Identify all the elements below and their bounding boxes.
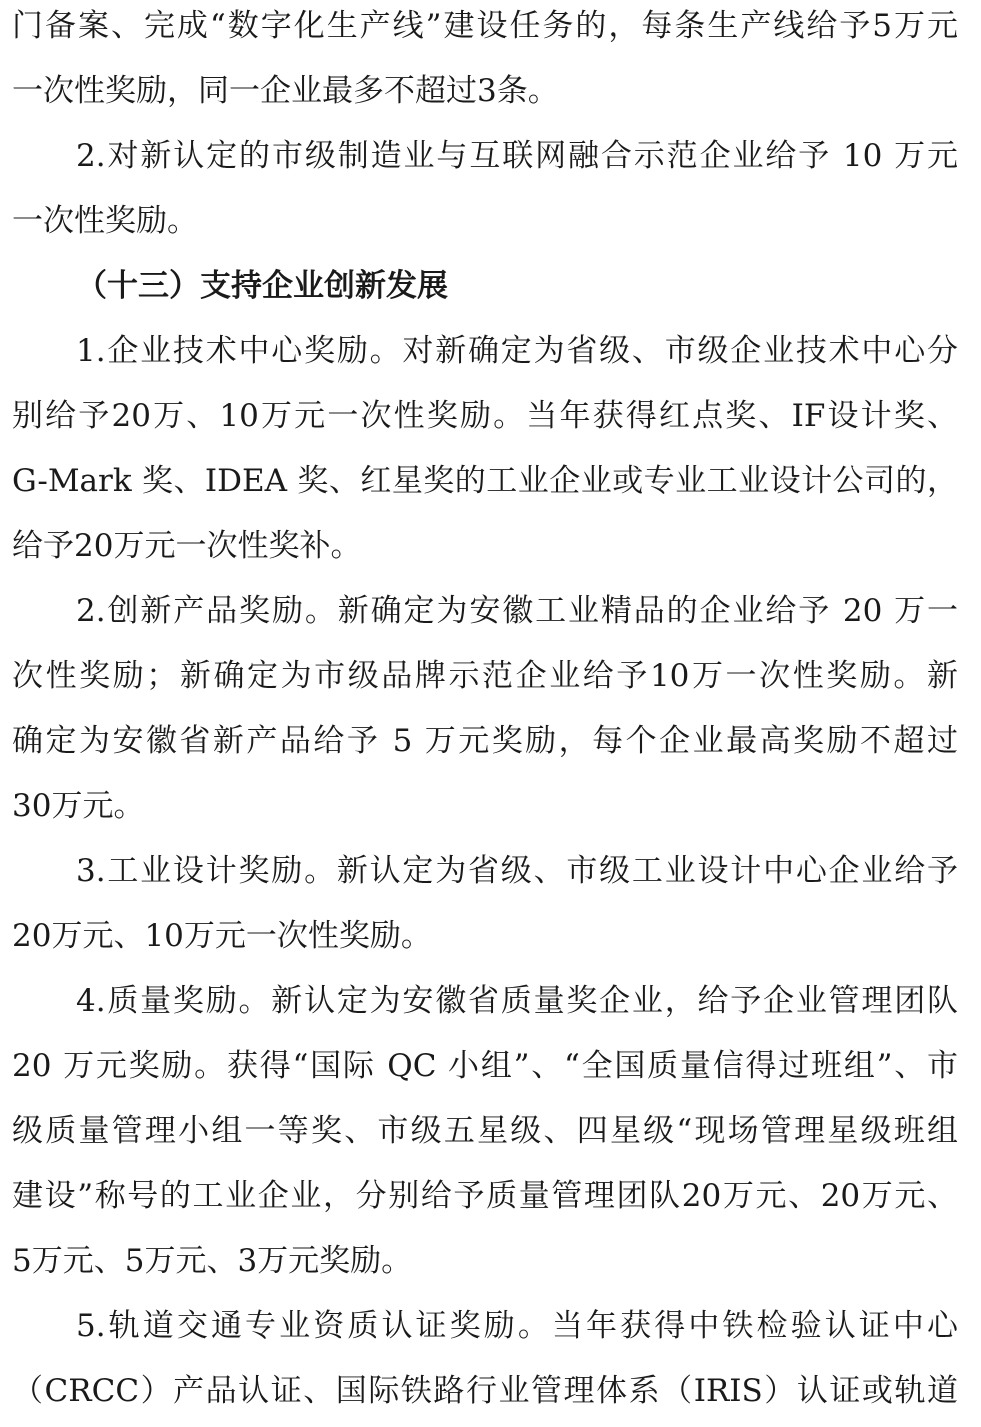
paragraph-start-line: 3.工业设计奖励。新认定为省级、市级工业设计中心企业给予 bbox=[76, 853, 958, 889]
text-line: （CRCC）产品认证、国际铁路行业管理体系（IRIS）认证或轨道 bbox=[12, 1373, 958, 1409]
paragraph-start-line: 2.对新认定的市级制造业与互联网融合示范企业给予 10 万元 bbox=[76, 138, 958, 174]
text-line: 门备案、完成“数字化生产线”建设任务的，每条生产线给予5万元 bbox=[12, 8, 958, 44]
text-line: 5万元、5万元、3万元奖励。 bbox=[12, 1243, 413, 1279]
text-line: 20万元、10万元一次性奖励。 bbox=[12, 918, 432, 954]
paragraph-start-line: 2.创新产品奖励。新确定为安徽工业精品的企业给予 20 万一 bbox=[76, 593, 958, 629]
paragraph-start-line: 5.轨道交通专业资质认证奖励。当年获得中铁检验认证中心 bbox=[76, 1308, 958, 1344]
text-line: 建设”称号的工业企业，分别给予质量管理团队20万元、20万元、 bbox=[12, 1178, 958, 1214]
text-line: 一次性奖励。 bbox=[12, 203, 198, 239]
text-line: 别给予20万、10万元一次性奖励。当年获得红点奖、IF设计奖、 bbox=[12, 398, 958, 434]
text-line: 给予20万元一次性奖补。 bbox=[12, 528, 362, 564]
section-heading: （十三）支持企业创新发展 bbox=[76, 268, 448, 304]
text-line: G-Mark 奖、IDEA 奖、红星奖的工业企业或专业工业设计公司的， bbox=[12, 463, 958, 499]
text-line: 级质量管理小组一等奖、市级五星级、四星级“现场管理星级班组 bbox=[12, 1113, 958, 1149]
text-line: 一次性奖励，同一企业最多不超过3条。 bbox=[12, 73, 559, 109]
text-line: 确定为安徽省新产品给予 5 万元奖励，每个企业最高奖励不超过 bbox=[12, 723, 958, 759]
text-line: 30万元。 bbox=[12, 788, 145, 824]
text-line: 20 万元奖励。获得“国际 QC 小组”、“全国质量信得过班组”、市 bbox=[12, 1048, 958, 1084]
paragraph-start-line: 4.质量奖励。新认定为安徽省质量奖企业，给予企业管理团队 bbox=[76, 983, 958, 1019]
paragraph-start-line: 1.企业技术中心奖励。对新确定为省级、市级企业技术中心分 bbox=[76, 333, 958, 369]
text-line: 次性奖励；新确定为市级品牌示范企业给予10万一次性奖励。新 bbox=[12, 658, 958, 694]
